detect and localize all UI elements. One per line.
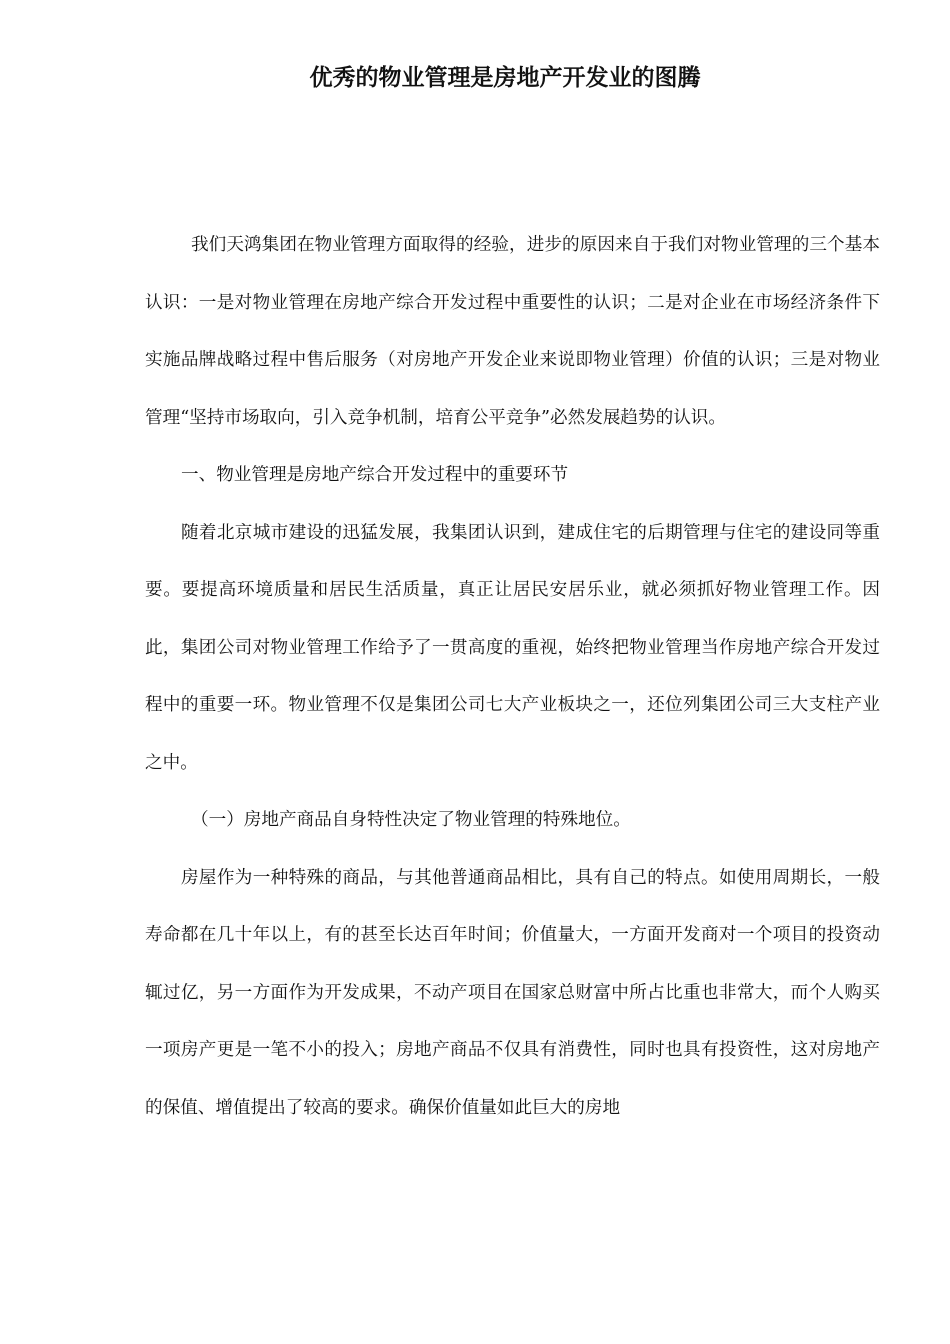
paragraph-intro: 我们天鸿集团在物业管理方面取得的经验，进步的原因来自于我们对物业管理的三个基本认识：一是对物业管理在房地产综合开发过程中重要性的认识；二是对企业在市场经济条件下实施品牌战略过程中售后服务（对房地产开发企业来说即物业管理）价值的认识；三是对物业管理“坚持市场取向，引入竞争机制，培育公平竞争”必然发展趋势的认识。 [145,235,880,428]
paragraph-section-1: 随着北京城市建设的迅猛发展，我集团认识到，建成住宅的后期管理与住宅的建设同等重要。要提高环境质量和居民生活质量，真正让居民安居乐业，就必须抓好物业管理工作。因此，集团公司对物业管理工作给予了一贯高度的重视，始终把物业管理当作房地产综合开发过程中的重要一环。物业管理不仅是集团公司七大产业板块之一，还位列集团公司三大支柱产业之中。 [145,522,880,773]
paragraph-subsection-1: 房屋作为一种特殊的商品，与其他普通商品相比，具有自己的特点。如使用周期长，一般寿命都在几十年以上，有的甚至长达百年时间；价值量大，一方面开发商对一个项目的投资动辄过亿，另一方面作为开发成果，不动产项目在国家总财富中所占比重也非常大，而个人购买一项房产更是一笔不小的投入；房地产商品不仅具有消费性，同时也具有投资性，这对房地产的保值、增值提出了较高的要求。确保价值量如此巨大的房地 [145,867,880,1118]
document-body [145,217,880,1137]
document-title: 优秀的物业管理是房地产开发业的图腾 [309,65,701,91]
subsection-heading-1: （一）房地产商品自身特性决定了物业管理的特殊地位。 [191,810,631,830]
section-heading-1: 一、物业管理是房地产综合开发过程中的重要环节 [181,465,569,485]
